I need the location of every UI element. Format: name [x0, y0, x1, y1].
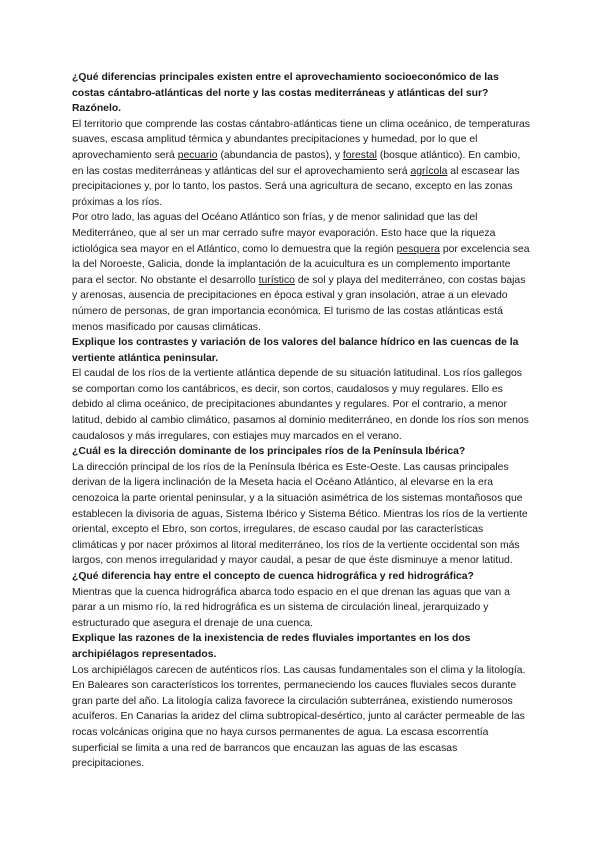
text-run: por excelencia sea la del Noroeste, Galicia, donde la implantación de la acuicultura es un complemento importante para el sector. No obstante el desarrollo — [72, 243, 530, 286]
question-heading: Explique los contrastes y variación de los valores del balance hídrico en las cuencas de la vertiente atlántica peninsular. — [72, 337, 519, 364]
text-run: Los archipiélagos carecen de auténticos ríos. Las causas fundamentales son el clima y la litología. En Baleares son característicos los torrentes, permaneciendo los cauces fluviales secos durante gran parte del año. La litología caliza favorece la circulación subterránea, existiendo numerosos acuíferos. En Canarias la aridez del clima subtropical-desértico, junto al carácter permeable de las rocas volcánicas origina que no haya cursos permanentes de agua. La escasa escorrentía superficial se limita a una red de barrancos que encauzan las aguas de las escasas precipitaciones. — [72, 664, 526, 770]
text-run: Mientras que la cuenca hidrográfica abarca todo espacio en el que drenan las aguas que van a parar a un mismo río, la red hidrográfica es un sistema de circulación lineal, jerarquizado y estructurado que asegura el drenaje de una cuenca. — [72, 586, 510, 629]
question-heading: ¿Qué diferencias principales existen entre el aprovechamiento socioeconómico de las costas cántabro-atlánticas del norte y las costas mediterráneas y atlánticas del sur? Razónelo. — [72, 72, 499, 115]
answer-paragraph — [72, 210, 530, 335]
text-run: (abundancia de pastos), y — [217, 149, 343, 161]
question-heading: ¿Qué diferencia hay entre el concepto de cuenca hidrográfica y red hidrográfica? — [72, 571, 474, 582]
underlined-term-agricola: agrícola — [410, 165, 448, 177]
text-run: al escasear las precipitaciones y, por lo tanto, los pastos. Será una agricultura de secano, excepto en las zonas próximas a los ríos. — [72, 165, 520, 208]
text-run: El territorio que comprende las costas cántabro-atlánticas tiene un clima oceánico, de temperaturas suaves, escasa amplitud térmica y abundantes precipitaciones y humedad, por lo que el aprovechamiento será — [72, 118, 531, 161]
text-run: de sol y playa del mediterráneo, con costas bajas y arenosas, ausencia de precipitaciones en época estival y gran insolación, atrae a un elevado número de personas, de gran importancia económica. El turismo de las costas atlánticas está menos masificado por causas climáticas. — [72, 274, 526, 333]
underlined-term-forestal: forestal — [342, 149, 377, 161]
text-run: (bosque atlántico). En cambio, en las costas mediterráneas y atlánticas del sur el aprovechamiento será — [72, 149, 521, 177]
underlined-term-turistico: turístico — [258, 274, 295, 286]
answer-paragraph — [72, 585, 530, 632]
document-page — [72, 70, 530, 772]
underlined-term-pesquera: pesquera — [396, 243, 440, 255]
answer-paragraph — [72, 460, 530, 569]
underlined-term-pecuario: pecuario — [177, 149, 218, 161]
text-run: El caudal de los ríos de la vertiente atlántica depende de su situación latitudinal. Los ríos gallegos se comportan como los cantábricos, es decir, son cortos, caudalosos y muy regulares. Ello es debido al clima oceánico, de precipitaciones abundantes y regulares. Por el contrario, a menor latitud, debido al cambio climático, pasamos al dominio mediterráneo, en donde los ríos son menos caudalosos y más irregulares, con estiajes muy marcados en el verano. — [72, 368, 529, 442]
text-run: Por otro lado, las aguas del Océano Atlántico son frías, y de menor salinidad que las del Mediterráneo, que al ser un mar cerrado sufre mayor evaporación. Esto hace que la riqueza ictiológica sea mayor en el Atlántico, como lo demuestra que la región — [72, 212, 496, 255]
answer-paragraph — [72, 117, 530, 211]
answer-paragraph — [72, 663, 530, 772]
question-heading: ¿Cuál es la dirección dominante de los principales ríos de la Península Ibérica? — [72, 446, 466, 458]
text-run: La dirección principal de los ríos de la Península Ibérica es Este-Oeste. Las causas principales derivan de la ligera inclinación de la Meseta hacia el Océano Atlántico, al elevarse en la era cenozoica la parte oriental peninsular, y a la situación asimétrica de los sistemas montañosos que establecen la divisoria de aguas, Sistema Ibérico y Sistema Bético. Mientras los ríos de la vertiente oriental, excepto el Ebro, son cortos, irregulares, de escaso caudal por las características climáticas y por nacer próximos al litoral mediterráneo, los ríos de la vertiente occidental son más largos, con menos irregularidad y mayor caudal, a pesar de que éste disminuye a menor latitud. — [72, 461, 528, 567]
question-heading: Explique las razones de la inexistencia de redes fluviales importantes en los dos archipiélagos representados. — [72, 633, 471, 660]
answer-paragraph — [72, 366, 530, 444]
